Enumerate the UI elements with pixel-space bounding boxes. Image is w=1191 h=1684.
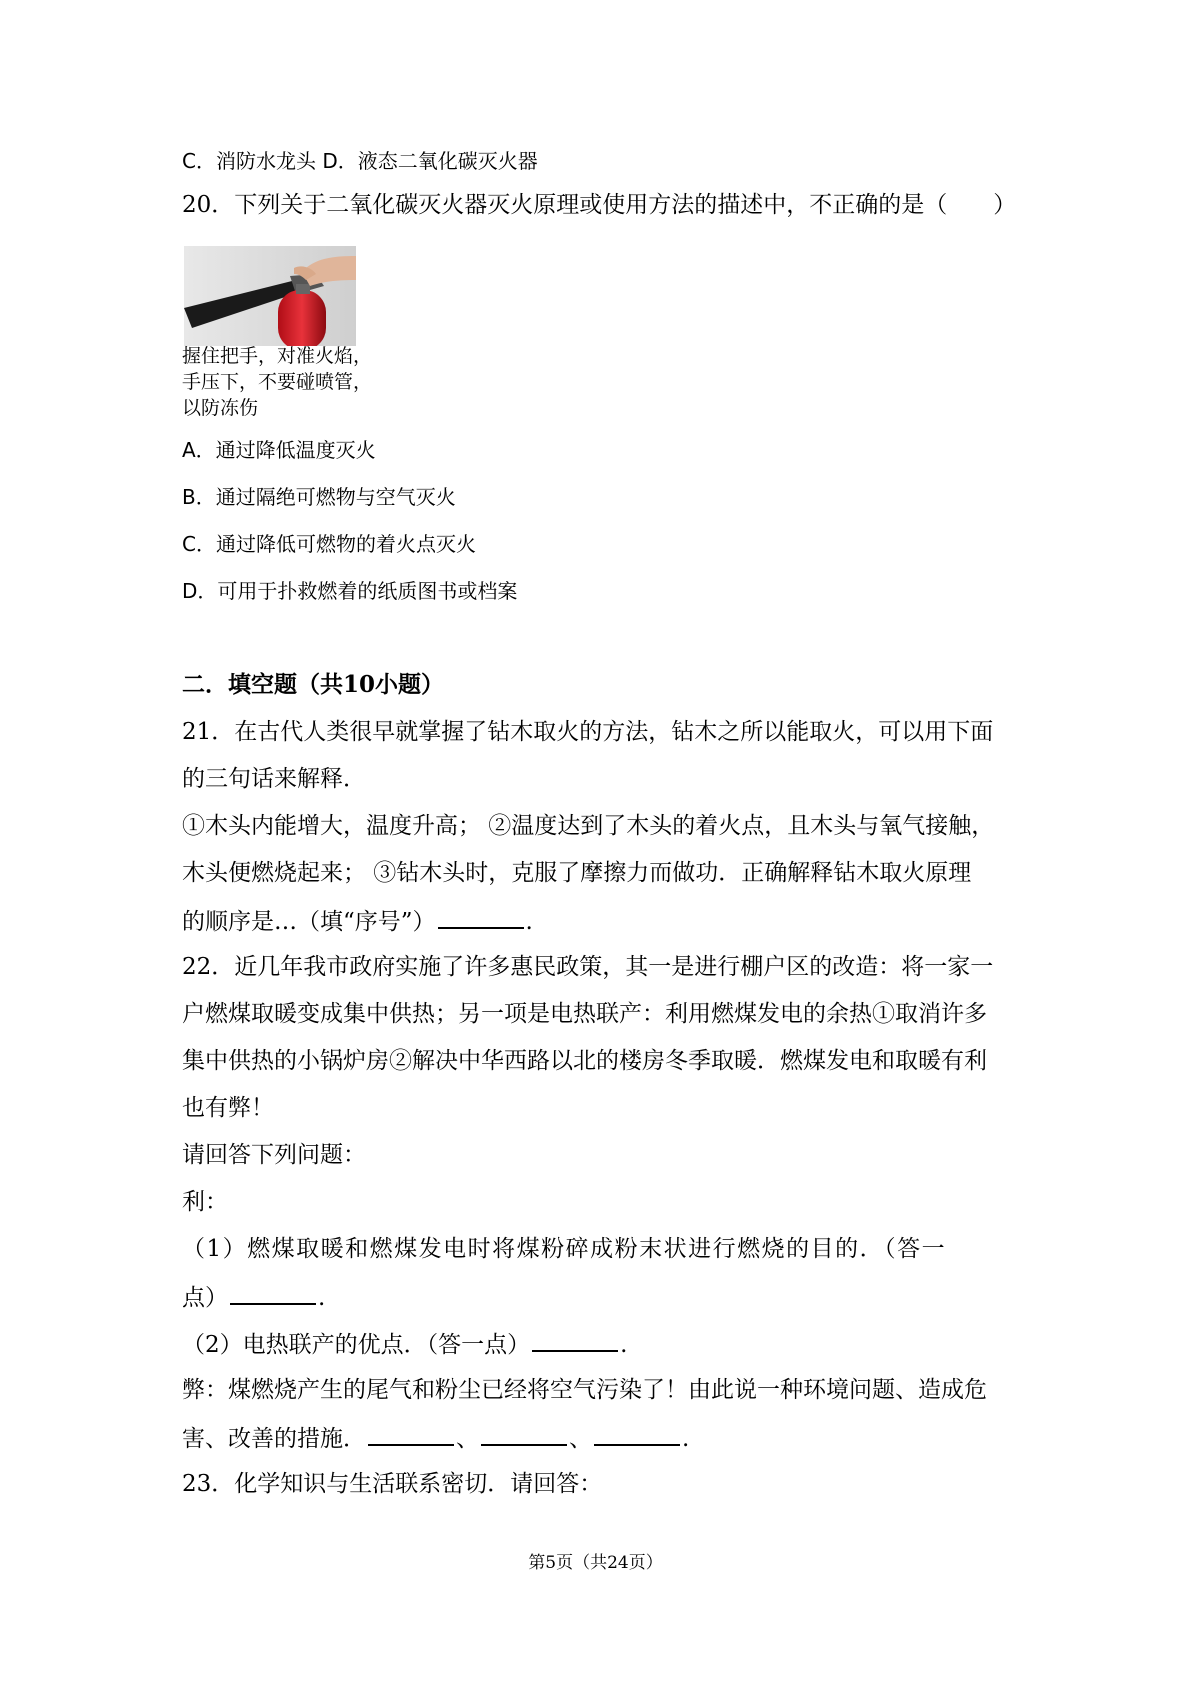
q21-line-5-text: 的顺序是…（填“序号”）: [182, 909, 436, 935]
q22-line-3: 集中供热的小锅炉房②解决中华西路以北的楼房冬季取暖．燃煤发电和取暖有利: [182, 1048, 987, 1074]
period: .: [525, 909, 533, 935]
q22-line-4: 也有弊！: [182, 1095, 274, 1121]
answer-blank: [230, 1281, 316, 1305]
q20-option-a: A．通过降低温度灭火: [182, 438, 376, 462]
q22-line-2: 户燃煤取暖变成集中供热；另一项是电热联产：利用燃煤发电的余热①取消许多: [182, 1001, 987, 1027]
q22-line-6: 利：: [182, 1189, 228, 1215]
period: .: [620, 1332, 628, 1358]
fire-extinguisher-image: [184, 246, 356, 346]
answer-blank: [532, 1328, 618, 1352]
page-footer: 第5页（共24页）: [528, 1553, 663, 1573]
q22-line-8-text: 点）: [182, 1285, 228, 1311]
q20-option-b: B．通过隔绝可燃物与空气灭火: [182, 485, 456, 509]
q21-line-2: 的三句话来解释．: [182, 766, 366, 792]
q20-option-c: C．通过降低可燃物的着火点灭火: [182, 532, 476, 556]
q22-line-7: （1）燃煤取暖和燃煤发电时将煤粉碎成粉末状进行燃烧的目的．（答一: [182, 1236, 947, 1262]
q20-option-d: D．可用于扑救燃着的纸质图书或档案: [182, 579, 518, 603]
answer-blank: [368, 1422, 454, 1446]
q21-line-5: [182, 905, 533, 937]
q20-stem: 20．下列关于二氧化碳灭火器灭火原理或使用方法的描述中，不正确的是（ ）: [182, 192, 1017, 218]
q22-line-9-text: （2）电热联产的优点．（答一点）: [182, 1332, 531, 1358]
image-caption: [182, 343, 372, 421]
caption-line-3: 以防冻伤: [182, 397, 259, 419]
q21-line-1: 21．在古代人类很早就掌握了钻木取火的方法，钻木之所以能取火，可以用下面: [182, 719, 994, 745]
q22-line-11-text: 害、改善的措施．: [182, 1426, 366, 1452]
q22-line-9: [182, 1328, 627, 1360]
period: .: [318, 1285, 326, 1311]
section-title-fill-blank: 二．填空题（共10小题）: [182, 671, 445, 698]
answer-blank: [438, 905, 524, 929]
caption-line-1: 握住把手，对准火焰，: [182, 345, 373, 367]
caption-line-2: 手压下，不要碰喷管，: [182, 371, 373, 393]
separator: 、: [456, 1426, 479, 1452]
separator: 、: [569, 1426, 592, 1452]
answer-blank: [594, 1422, 680, 1446]
q21-line-4: 木头便燃烧起来； ③钻木头时，克服了摩擦力而做功．正确解释钻木取火原理: [182, 860, 972, 886]
q21-line-3: ①木头内能增大，温度升高； ②温度达到了木头的着火点，且木头与氧气接触，: [182, 813, 995, 839]
q19-options-cd: C．消防水龙头 D．液态二氧化碳灭火器: [182, 149, 538, 173]
q22-line-8: [182, 1281, 325, 1313]
period: .: [682, 1426, 690, 1452]
q23-line-1: 23．化学知识与生活联系密切．请回答：: [182, 1471, 603, 1497]
q22-line-1: 22．近几年我市政府实施了许多惠民政策，其一是进行棚户区的改造：将一家一: [182, 954, 994, 980]
answer-blank: [481, 1422, 567, 1446]
q22-line-5: 请回答下列问题：: [182, 1142, 366, 1168]
q22-line-11: [182, 1422, 689, 1454]
q22-line-10: 弊：煤燃烧产生的尾气和粉尘已经将空气污染了！由此说一种环境问题、造成危: [182, 1377, 987, 1403]
